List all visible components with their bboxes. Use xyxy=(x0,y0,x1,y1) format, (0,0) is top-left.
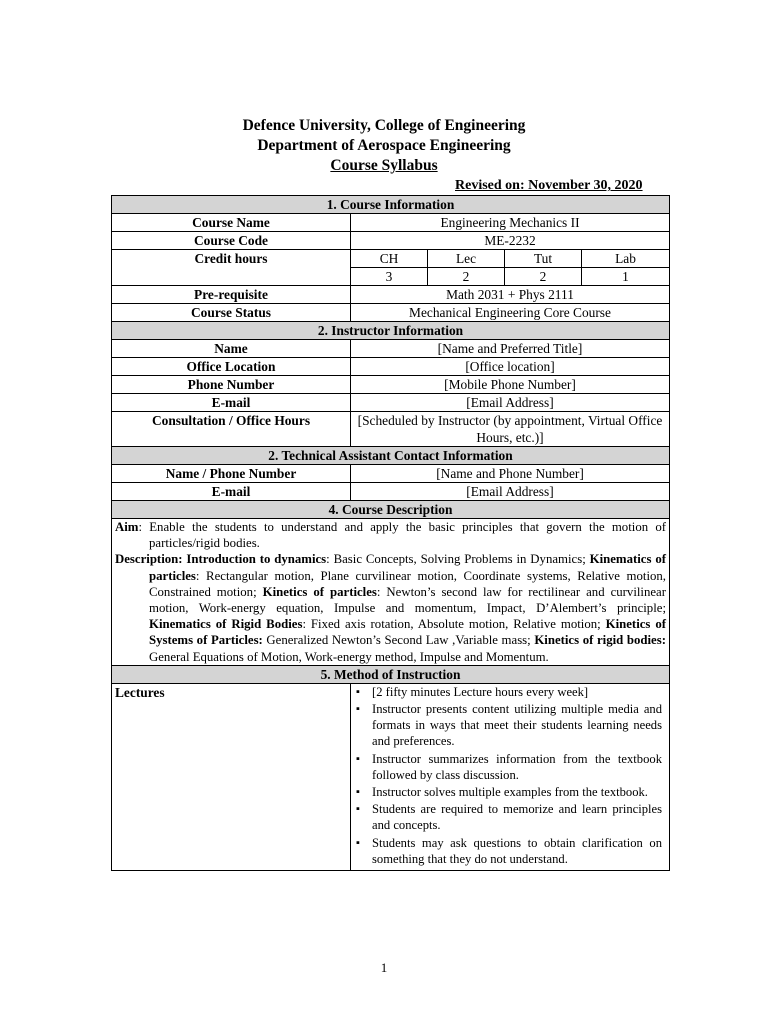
course-name-value: Engineering Mechanics II xyxy=(351,214,670,232)
instructor-email-value: [Email Address] xyxy=(351,394,670,412)
kinetics-systems-text: Generalized Newton’s Second Law ,Variable mass; xyxy=(262,633,535,648)
intro-dynamics-text: : Basic Concepts, Solving Problems in Dynamics; xyxy=(326,552,590,567)
document-header xyxy=(0,116,768,176)
section-instructor-information: 2. Instructor Information xyxy=(112,322,670,340)
credit-value-ch: 3 xyxy=(351,268,428,286)
credit-hours-label: Credit hours xyxy=(112,250,351,286)
prerequisite-label: Pre-requisite xyxy=(112,286,351,304)
list-item: ▪ Instructor presents content utilizing multiple media and formats in ways that meet their students learning needs and preferences. xyxy=(372,701,662,750)
aim-paragraph xyxy=(115,519,666,551)
credit-header-lab: Lab xyxy=(582,250,670,268)
list-item: ▪ Students may ask questions to obtain clarification on something that they do not understand. xyxy=(372,835,662,867)
kinetics-particles-text: : Newton’s second law for rectilinear and curvilinear motion, Work-energy equation, Impulse and momentum, Impact, D’Alembert’s principle; xyxy=(149,584,667,616)
description-paragraph xyxy=(115,551,666,664)
course-description-body xyxy=(112,519,670,666)
kinetics-systems-label: Kinetics of Systems of Particles: xyxy=(149,617,666,648)
section-method-of-instruction: 5. Method of Instruction xyxy=(112,665,670,683)
syllabus-title: Course Syllabus xyxy=(330,157,438,174)
kinematics-rigid-label: Kinematics of Rigid Bodies xyxy=(149,617,303,632)
kinetics-rigid-label: Kinetics of rigid bodies: xyxy=(534,633,666,648)
list-item: ▪ Instructor summarizes information from the textbook followed by class discussion. xyxy=(372,751,662,783)
instructor-name-value: [Name and Preferred Title] xyxy=(351,340,670,358)
aim-text: : Enable the students to understand and apply the basic principles that govern the motion of particles/rigid bodies. xyxy=(138,520,666,551)
lectures-label: Lectures xyxy=(112,683,351,870)
prerequisite-value: Math 2031 + Phys 2111 xyxy=(351,286,670,304)
list-item: ▪ [2 fifty minutes Lecture hours every week] xyxy=(372,684,662,700)
university-title: Defence University, College of Engineering xyxy=(242,117,526,134)
office-location-label: Office Location xyxy=(112,358,351,376)
instructor-name-label: Name xyxy=(112,340,351,358)
course-status-value: Mechanical Engineering Core Course xyxy=(351,304,670,322)
course-name-label: Course Name xyxy=(112,214,351,232)
assistant-email-label: E-mail xyxy=(112,483,351,501)
credit-header-tut: Tut xyxy=(505,250,582,268)
assistant-name-label: Name / Phone Number xyxy=(112,465,351,483)
revised-date: Revised on: November 30, 2020 xyxy=(455,178,643,193)
section-course-description: 4. Course Description xyxy=(112,501,670,519)
credit-value-lec: 2 xyxy=(428,268,505,286)
course-code-label: Course Code xyxy=(112,232,351,250)
assistant-name-value: [Name and Phone Number] xyxy=(351,465,670,483)
kinetics-particles-label: Kinetics of particles xyxy=(262,584,377,599)
course-status-label: Course Status xyxy=(112,304,351,322)
list-item: ▪ Students are required to memorize and learn principles and concepts. xyxy=(372,801,662,833)
lectures-details xyxy=(351,683,670,870)
instructor-email-label: E-mail xyxy=(112,394,351,412)
credit-value-lab: 1 xyxy=(582,268,670,286)
aim-label: Aim xyxy=(115,520,139,534)
assistant-email-value: [Email Address] xyxy=(351,483,670,501)
section-technical-assistant: 2. Technical Assistant Contact Information xyxy=(112,447,670,465)
section-course-information: 1. Course Information xyxy=(112,196,670,214)
intro-dynamics-label: Introduction to dynamics xyxy=(186,552,327,567)
credit-header-ch: CH xyxy=(351,250,428,268)
department-title: Department of Aerospace Engineering xyxy=(257,137,511,154)
credit-value-tut: 2 xyxy=(505,268,582,286)
list-item: ▪ Instructor solves multiple examples from the textbook. xyxy=(372,784,662,800)
office-location-value: [Office location] xyxy=(351,358,670,376)
kinematics-particles-text: : Rectangular motion, Plane curvilinear motion, Coordinate systems, Relative motion, Constrained motion; xyxy=(149,568,666,599)
office-hours-label: Consultation / Office Hours xyxy=(112,412,351,447)
phone-number-label: Phone Number xyxy=(112,376,351,394)
page-number: 1 xyxy=(380,960,388,975)
credit-header-lec: Lec xyxy=(428,250,505,268)
description-label: Description: xyxy=(115,552,183,567)
kinematics-particles-label: Kinematics of particles xyxy=(149,552,666,583)
course-code-value: ME-2232 xyxy=(351,232,670,250)
kinematics-rigid-text: : Fixed axis rotation, Absolute motion, Relative motion; xyxy=(302,617,606,632)
lecture-bullet-list xyxy=(354,684,666,870)
syllabus-table xyxy=(111,195,670,871)
office-hours-value: [Scheduled by Instructor (by appointment, Virtual Office Hours, etc.)] xyxy=(351,412,670,447)
phone-number-value: [Mobile Phone Number] xyxy=(351,376,670,394)
kinetics-rigid-text: General Equations of Motion, Work-energy method, Impulse and Momentum. xyxy=(149,649,549,664)
